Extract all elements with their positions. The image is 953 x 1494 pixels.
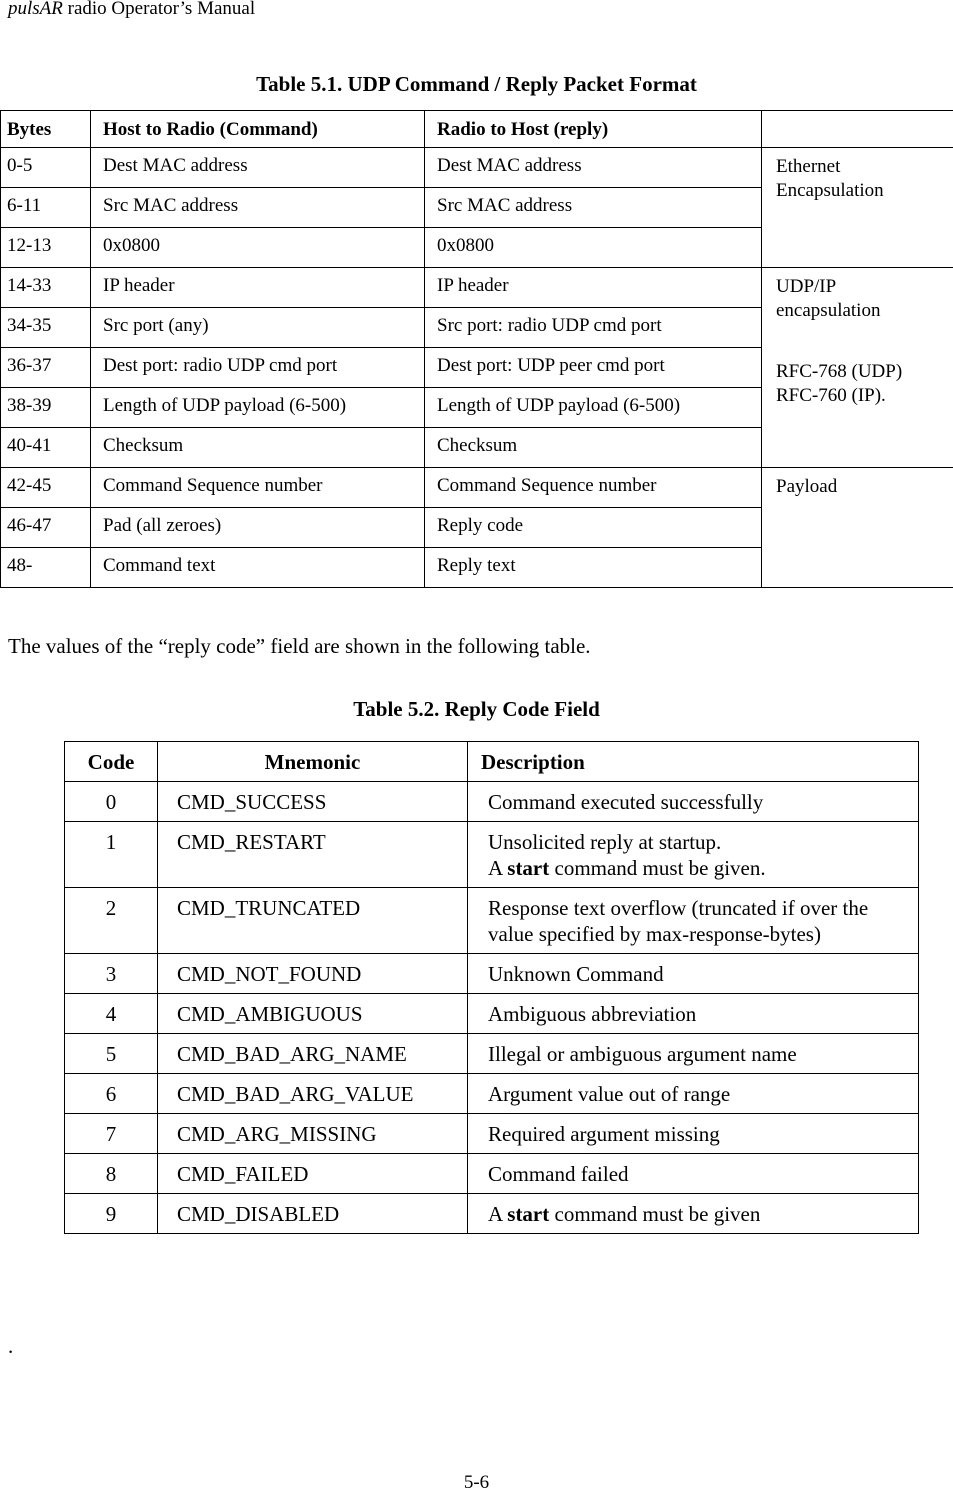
cell-mnemonic: CMD_BAD_ARG_VALUE: [158, 1074, 468, 1114]
cell-bytes: 36-37: [1, 348, 91, 388]
cell-description: Illegal or ambiguous argument name: [468, 1034, 919, 1074]
cell-bytes: 38-39: [1, 388, 91, 428]
cell-code: 9: [65, 1194, 158, 1234]
cell-code: 5: [65, 1034, 158, 1074]
cell-bytes: 40-41: [1, 428, 91, 468]
header-italic: pulsAR: [8, 0, 63, 19]
trailing-dot: .: [8, 1334, 13, 1359]
cell-bytes: 6-11: [1, 188, 91, 228]
cell-reply: Length of UDP payload (6-500): [425, 388, 762, 428]
cell-mnemonic: CMD_NOT_FOUND: [158, 954, 468, 994]
table-row: [65, 1034, 919, 1074]
cell-description: A start command must be given: [468, 1194, 919, 1234]
cell-mnemonic: CMD_RESTART: [158, 822, 468, 888]
cell-bytes: 0-5: [1, 148, 91, 188]
page-number: 5-6: [0, 1472, 953, 1494]
cell-reply: Dest port: UDP peer cmd port: [425, 348, 762, 388]
cell-command: Dest port: radio UDP cmd port: [91, 348, 425, 388]
cell-reply: Reply code: [425, 508, 762, 548]
cell-description: Unknown Command: [468, 954, 919, 994]
cell-code: 3: [65, 954, 158, 994]
table-row: [65, 994, 919, 1034]
bold-keyword: start: [507, 856, 549, 880]
group-payload: Payload: [762, 468, 953, 588]
table-row: [1, 268, 953, 308]
group-ethernet: [762, 148, 953, 268]
cell-description: Command failed: [468, 1154, 919, 1194]
running-header: [8, 0, 255, 20]
cell-reply: Dest MAC address: [425, 148, 762, 188]
cell-code: 7: [65, 1114, 158, 1154]
header-rest: radio Operator’s Manual: [63, 0, 255, 19]
cell-code: 8: [65, 1154, 158, 1194]
cell-code: 2: [65, 888, 158, 954]
table-row: [65, 954, 919, 994]
col-header-blank: [762, 111, 953, 148]
cell-reply: Src MAC address: [425, 188, 762, 228]
cell-description: [468, 888, 919, 954]
group-udp-ip: [762, 268, 953, 468]
table-row: [65, 1114, 919, 1154]
cell-reply: Reply text: [425, 548, 762, 588]
cell-reply: Command Sequence number: [425, 468, 762, 508]
cell-description: Command executed successfully: [468, 782, 919, 822]
table-row: [65, 888, 919, 954]
cell-command: Command Sequence number: [91, 468, 425, 508]
cell-mnemonic: CMD_TRUNCATED: [158, 888, 468, 954]
cell-command: 0x0800: [91, 228, 425, 268]
table-row: [65, 1074, 919, 1114]
description-line1: Unsolicited reply at startup.: [488, 829, 910, 855]
table-header-row: [1, 111, 953, 148]
cell-command: Command text: [91, 548, 425, 588]
col-header-command: Host to Radio (Command): [91, 111, 425, 148]
description-line1: Response text overflow (truncated if over the: [488, 895, 910, 921]
cell-command: Checksum: [91, 428, 425, 468]
cell-reply: Checksum: [425, 428, 762, 468]
cell-bytes: 14-33: [1, 268, 91, 308]
cell-mnemonic: CMD_BAD_ARG_NAME: [158, 1034, 468, 1074]
cell-mnemonic: CMD_SUCCESS: [158, 782, 468, 822]
cell-description: [468, 822, 919, 888]
cell-command: Src port (any): [91, 308, 425, 348]
cell-description: Required argument missing: [468, 1114, 919, 1154]
cell-command: Dest MAC address: [91, 148, 425, 188]
cell-command: IP header: [91, 268, 425, 308]
table-row: [1, 468, 953, 508]
cell-code: 0: [65, 782, 158, 822]
cell-mnemonic: CMD_FAILED: [158, 1154, 468, 1194]
description-line2: A start command must be given.: [488, 855, 910, 881]
group-ethernet-line2: Encapsulation: [776, 179, 939, 203]
intro-paragraph: The values of the “reply code” field are shown in the following table.: [8, 634, 591, 659]
table-row: [1, 148, 953, 188]
cell-command: Length of UDP payload (6-500): [91, 388, 425, 428]
cell-reply: 0x0800: [425, 228, 762, 268]
cell-description: Argument value out of range: [468, 1074, 919, 1114]
cell-reply: IP header: [425, 268, 762, 308]
cell-mnemonic: CMD_DISABLED: [158, 1194, 468, 1234]
cell-command: Src MAC address: [91, 188, 425, 228]
reply-code-table: [64, 741, 919, 1234]
cell-code: 6: [65, 1074, 158, 1114]
col-header-code: Code: [65, 742, 158, 782]
col-header-reply: Radio to Host (reply): [425, 111, 762, 148]
cell-command: Pad (all zeroes): [91, 508, 425, 548]
table2-caption: Table 5.2. Reply Code Field: [0, 697, 953, 722]
cell-mnemonic: CMD_AMBIGUOUS: [158, 994, 468, 1034]
description-line2: value specified by max-response-bytes): [488, 921, 910, 947]
cell-bytes: 46-47: [1, 508, 91, 548]
group-udp-line4: RFC-760 (IP).: [776, 384, 939, 408]
cell-mnemonic: CMD_ARG_MISSING: [158, 1114, 468, 1154]
table-row: [65, 1194, 919, 1234]
col-header-description: Description: [468, 742, 919, 782]
cell-bytes: 12-13: [1, 228, 91, 268]
cell-bytes: 34-35: [1, 308, 91, 348]
cell-code: 4: [65, 994, 158, 1034]
cell-bytes: 48-: [1, 548, 91, 588]
table-row: [65, 782, 919, 822]
cell-reply: Src port: radio UDP cmd port: [425, 308, 762, 348]
cell-description: Ambiguous abbreviation: [468, 994, 919, 1034]
table1-caption: Table 5.1. UDP Command / Reply Packet Format: [0, 72, 953, 97]
col-header-bytes: Bytes: [1, 111, 91, 148]
cell-code: 1: [65, 822, 158, 888]
group-udp-line3: RFC-768 (UDP): [776, 360, 939, 384]
bold-keyword: start: [507, 1202, 549, 1226]
udp-packet-format-table: [0, 110, 953, 588]
group-udp-line2: encapsulation: [776, 299, 939, 323]
col-header-mnemonic: Mnemonic: [158, 742, 468, 782]
table-header-row: [65, 742, 919, 782]
cell-bytes: 42-45: [1, 468, 91, 508]
table-row: [65, 1154, 919, 1194]
table-row: [65, 822, 919, 888]
group-ethernet-line1: Ethernet: [776, 155, 939, 179]
group-udp-line1: UDP/IP: [776, 275, 939, 299]
